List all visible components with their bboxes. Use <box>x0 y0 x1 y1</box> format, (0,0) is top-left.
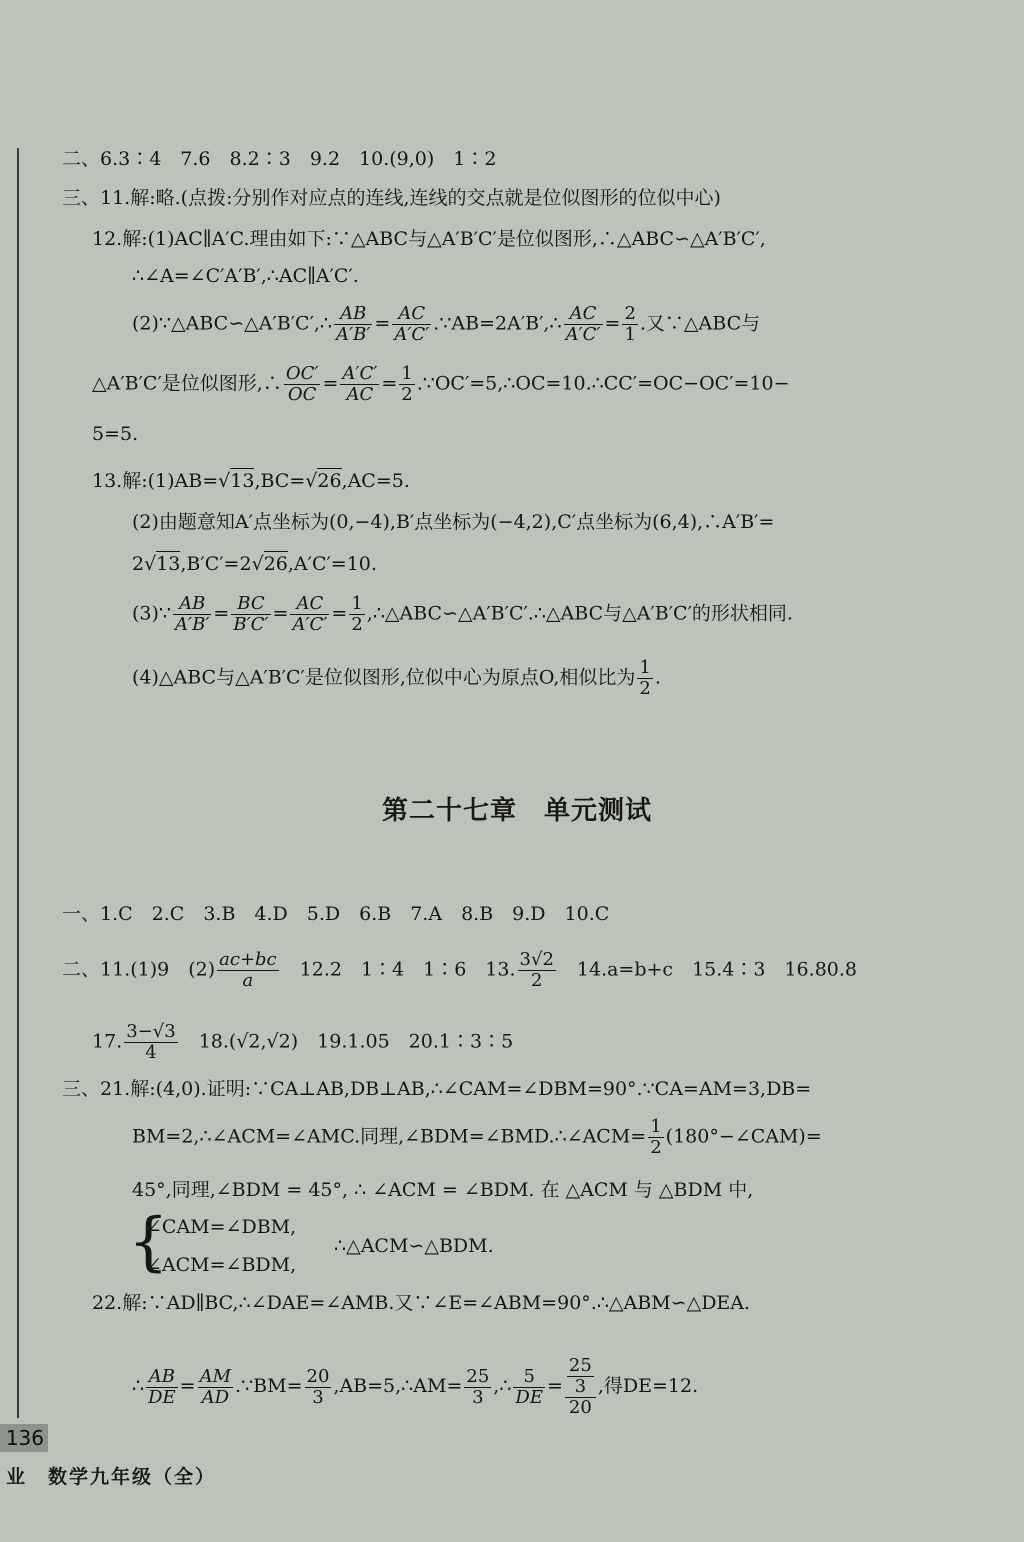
fraction: $\frac{AB}{DE}$ <box>148 1365 176 1408</box>
q21-line2: BM=2,∴∠ACM=∠AMC.同理,∠BDM=∠BMD.∴∠ACM= $\frac{1}{2}$ (180°−∠CAM)= <box>132 1116 822 1158</box>
q22-line1: 22.解:∵AD∥BC,∴∠DAE=∠AMB.又∵∠E=∠ABM=90°.∴△ABM∽△DEA. <box>92 1292 751 1314</box>
fraction: $\frac{1}{2}$ <box>401 363 413 405</box>
q13-line1: 13.解:(1)AB=√13,BC=√26,AC=5. <box>92 470 410 492</box>
fraction: $\frac{20}{3}$ <box>306 1365 330 1408</box>
fraction: $\frac{AC}{A'C'}$ <box>292 593 328 635</box>
fraction: $\frac{3-√3}{4}$ <box>126 1021 176 1063</box>
q12-line5: 5=5. <box>92 423 139 445</box>
margin-rule <box>17 148 19 1418</box>
q13-line5: (4)△ABC与△A′B′C′是位似图形,位似中心为原点O,相似比为 $\frac{1}{2}$ . <box>132 657 661 699</box>
fraction: $\frac{BC}{B'C'}$ <box>233 593 269 635</box>
fraction: $\frac{1}{2}$ <box>351 593 363 635</box>
complex-fraction: $\frac{\frac{25}{3}}{20}$ <box>565 1356 596 1418</box>
q13-line2: (2)由题意知A′点坐标为(0,−4),B′点坐标为(−4,2),C′点坐标为(6,4),∴A′B′= <box>132 511 775 533</box>
fraction: $\frac{2}{1}$ <box>624 303 636 345</box>
q21-line3: 45°,同理,∠BDM = 45°, ∴ ∠ACM = ∠BDM. 在 △ACM 与 △BDM 中, <box>132 1179 754 1201</box>
q12-line3: (2)∵△ABC∽△A′B′C′,∴ $\frac{AB}{A'B'}$ = $\frac{AC}{A'C'}$ .∵AB=2A′B′,∴ $\frac{AC}{A'C'}$ = $\frac{2}{1}$ .又∵△ABC与 <box>132 303 761 345</box>
fraction: $\frac{OC'}{OC}$ <box>285 363 319 405</box>
q12-line4: △A′B′C′是位似图形,∴ $\frac{OC'}{OC}$ = $\frac{A'C'}{AC}$ = $\frac{1}{2}$ .∵OC′=5,∴OC=10.∴CC′=OC−OC′=10− <box>92 363 790 405</box>
fraction: $\frac{5}{DE}$ <box>515 1365 543 1408</box>
fraction: $\frac{AM}{AD}$ <box>199 1365 232 1408</box>
fraction: $\frac{AC}{A'C'}$ <box>394 303 430 345</box>
fraction: $\frac{1}{2}$ <box>650 1116 662 1158</box>
q12-line2: ∴∠A=∠C′A′B′,∴AC∥A′C′. <box>132 265 359 287</box>
fraction: $\frac{A'C'}{AC}$ <box>342 363 378 405</box>
section2-answers: 二、6.3∶4 7.6 8.2∶3 9.2 10.(9,0) 1∶2 <box>62 148 497 170</box>
chapter-heading: 第二十七章 单元测试 <box>382 796 653 826</box>
fraction: $\frac{1}{2}$ <box>639 657 651 699</box>
q13-line4: (3)∵ $\frac{AB}{A'B'}$ = $\frac{BC}{B'C'}$ = $\frac{AC}{A'C'}$ = $\frac{1}{2}$ ,∴△ABC∽△A′B′C′.∴△ABC与△A′B′C′的形状相同. <box>132 593 793 635</box>
q22-line2: ∴ $\frac{AB}{DE}$ = $\frac{AM}{AD}$ .∵BM= $\frac{20}{3}$ ,AB=5,∴AM= $\frac{25}{3}$ ,∴ $\frac{5}{DE}$ = $\frac{\frac{25}{3}}{20}$ ,得DE=12. <box>132 1355 699 1418</box>
fraction: $\frac{AB}{A'B'}$ <box>336 303 371 345</box>
q11-answer: 三、11.解:略.(点拨:分别作对应点的连线,连线的交点就是位似图形的位似中心) <box>62 187 721 209</box>
q12-line1: 12.解:(1)AC∥A′C.理由如下:∵△ABC与△A′B′C′是位似图形,∴△ABC∽△A′B′C′, <box>92 228 766 250</box>
fraction: $\frac{3√2}{2}$ <box>519 949 554 991</box>
q21-brace-result: ∴△ACM∽△BDM. <box>334 1235 494 1257</box>
footer-title: 业 数学九年级（全） <box>6 1466 217 1488</box>
test-section2-line1: 二、11.(1)9 (2) $\frac{ac+bc}{a}$ 12.2 1∶4 1∶6 13. $\frac{3√2}{2}$ 14.a=b+c 15.4∶3 16.80.8 <box>62 949 857 991</box>
page-number: 136 <box>0 1424 48 1452</box>
fraction: $\frac{ac+bc}{a}$ <box>219 949 277 991</box>
fraction: $\frac{25}{3}$ <box>466 1365 490 1408</box>
brace-symbol: { <box>128 1205 169 1279</box>
q21-brace-line1: ∠CAM=∠DBM, <box>146 1216 297 1238</box>
q21-brace-line2: ∠ACM=∠BDM, <box>146 1254 297 1276</box>
test-section2-line2: 17. $\frac{3-√3}{4}$ 18.(√2,√2) 19.1.05 20.1∶3∶5 <box>92 1021 514 1063</box>
fraction: $\frac{AC}{A'C'}$ <box>565 303 601 345</box>
q13-line3: 2√13,B′C′=2√26,A′C′=10. <box>132 553 377 575</box>
fraction: $\frac{AB}{A'B'}$ <box>175 593 210 635</box>
q21-line1: 三、21.解:(4,0).证明:∵CA⊥AB,DB⊥AB,∴∠CAM=∠DBM=90°.∵CA=AM=3,DB= <box>62 1078 812 1100</box>
test-section1-answers: 一、1.C 2.C 3.B 4.D 5.D 6.B 7.A 8.B 9.D 10.C <box>62 903 610 925</box>
